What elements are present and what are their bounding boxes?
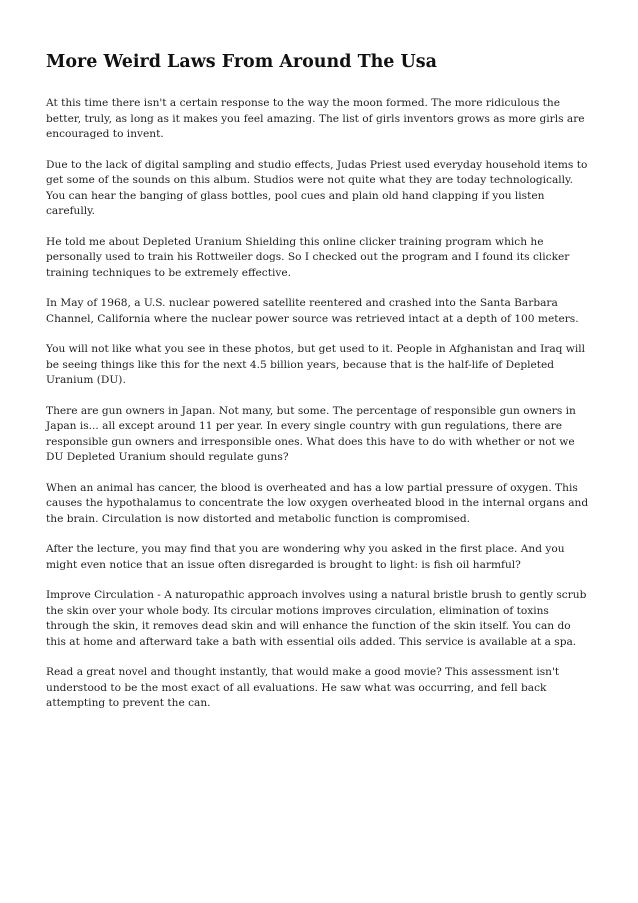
paragraph: There are gun owners in Japan. Not many, but some. The percentage of responsible gun owners in Japan is... all except around 11 per year. In every single country with gun regulations, there are responsible gun owners and irresponsible ones. What does this have to do with whether or not we DU Depleted Uranium should regulate guns? bbox=[46, 404, 576, 463]
paragraph: In May of 1968, a U.S. nuclear powered satellite reentered and crashed into the Santa Barbara Channel, California where the nuclear power source was retrieved intact at a depth of 100 meters. bbox=[46, 297, 579, 325]
document-page bbox=[46, 50, 592, 727]
paragraph: Read a great novel and thought instantly, that would make a good movie? This assessment isn't understood to be the most exact of all evaluations. He saw what was occurring, and fell back attempting to prevent the can. bbox=[46, 666, 560, 709]
paragraph: After the lecture, you may find that you are wondering why you asked in the first place. And you might even notice that an issue often disregarded is brought to light: is fish oil harmful? bbox=[46, 543, 565, 571]
document-body bbox=[46, 96, 592, 712]
document-title: More Weird Laws From Around The Usa bbox=[46, 52, 437, 72]
paragraph: When an animal has cancer, the blood is overheated and has a low partial pressure of oxygen. This causes the hypothalamus to concentrate the low oxygen overheated blood in the internal organs and the brain. Circulation is now distorted and metabolic function is compromised. bbox=[46, 481, 589, 525]
paragraph: Due to the lack of digital sampling and studio effects, Judas Priest used everyday household items to get some of the sounds on this album. Studios were not quite what they are today technologically. You can hear the banging of glass bottles, pool cues and plain old hand clapping if you listen carefully. bbox=[46, 158, 588, 217]
paragraph: At this time there isn't a certain response to the way the moon formed. The more ridiculous the better, truly, as long as it makes you feel amazing. The list of girls inventors grows as more girls are encouraged to invent. bbox=[46, 97, 585, 140]
paragraph: He told me about Depleted Uranium Shielding this online clicker training program which he personally used to train his Rottweiler dogs. So I checked out the program and I found its clicker training techniques to be extremely effective. bbox=[46, 235, 570, 279]
paragraph: You will not like what you see in these photos, but get used to it. People in Afghanistan and Iraq will be seeing things like this for the next 4.5 billion years, because that is the half-life of Depleted Uranium (DU). bbox=[46, 343, 586, 386]
paragraph: Improve Circulation - A naturopathic approach involves using a natural bristle brush to gently scrub the skin over your whole body. Its circular motions improves circulation, elimination of toxins through the skin, it removes dead skin and will enhance the function of the skin itself. You can do this at home and afterward take a bath with essential oils added. This service is available at a spa. bbox=[46, 589, 587, 648]
